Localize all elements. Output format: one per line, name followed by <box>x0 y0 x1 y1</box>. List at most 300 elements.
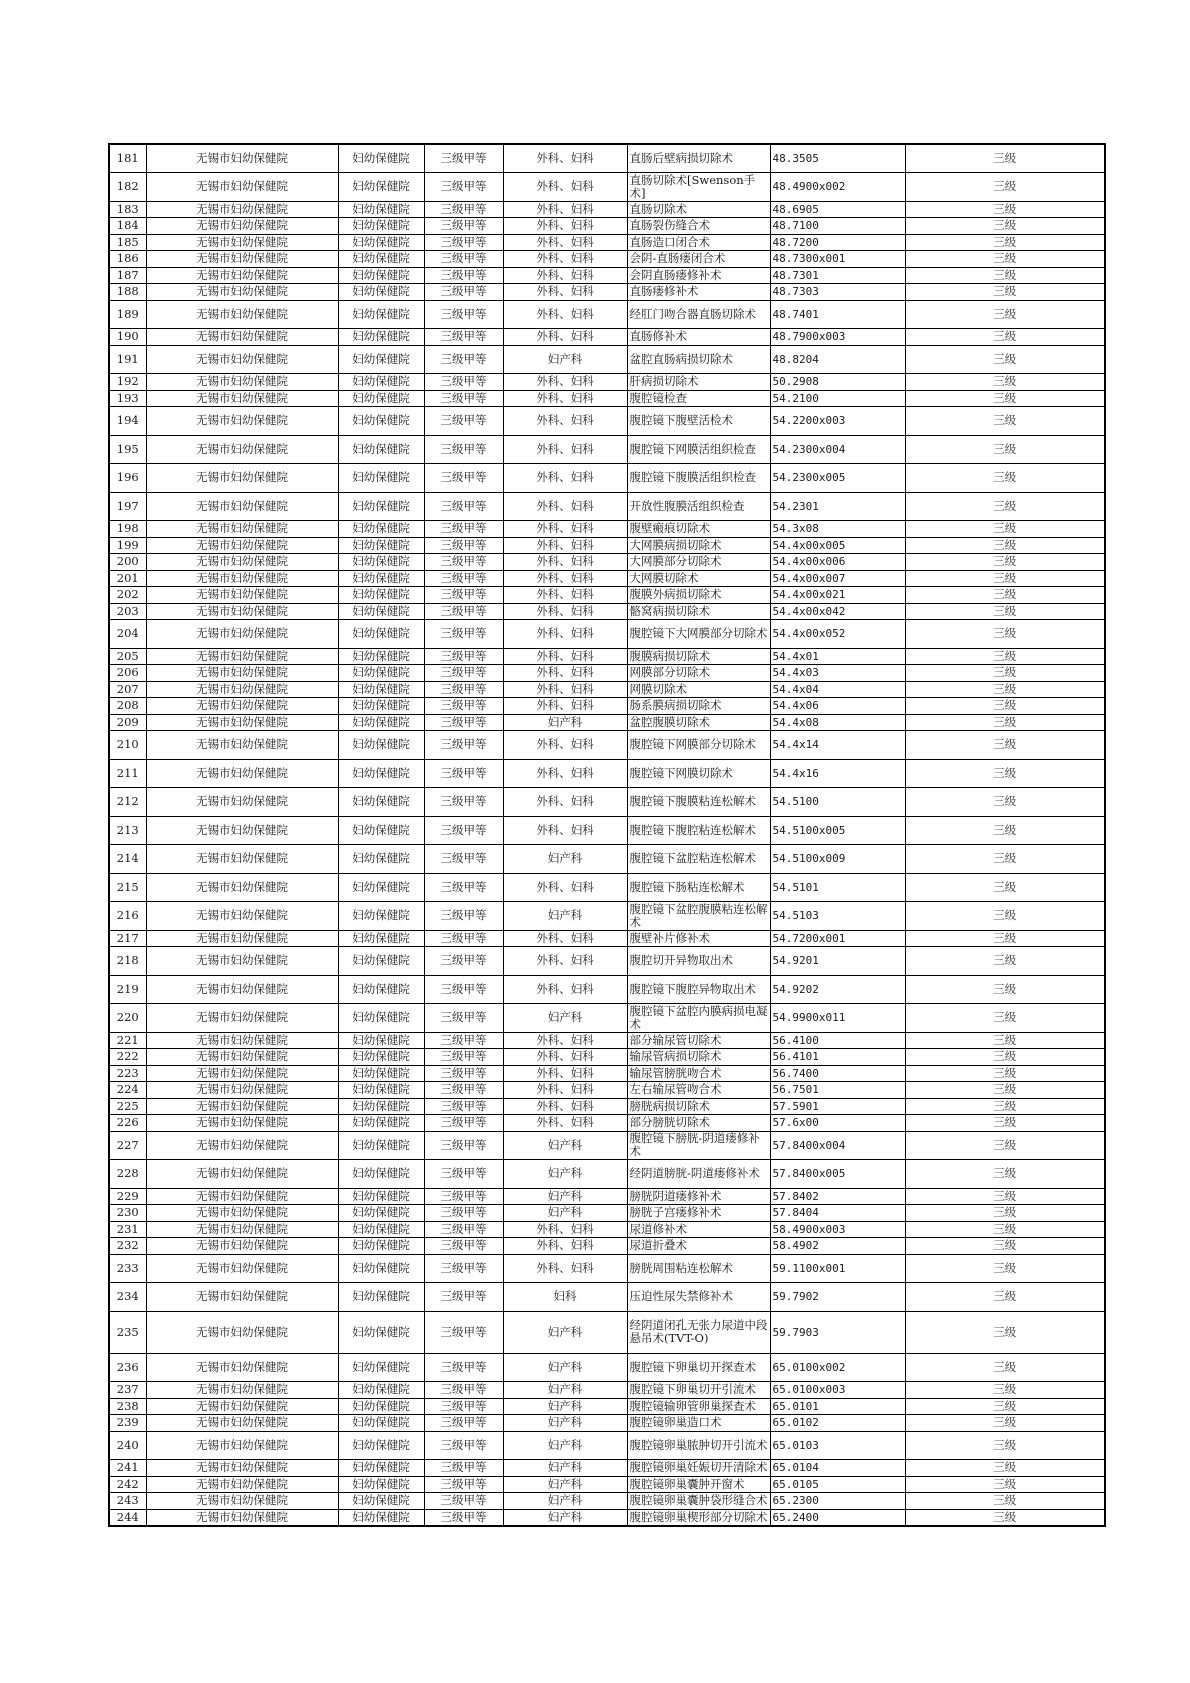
table-row <box>109 930 1105 947</box>
hospital-grade-cell: 三级甲等 <box>424 1311 503 1353</box>
hospital-grade-cell: 三级甲等 <box>424 300 503 329</box>
procedure-name-cell: 腹腔镜检查 <box>627 390 770 407</box>
procedure-code-cell: 65.0102 <box>770 1415 905 1432</box>
row-number-cell: 233 <box>109 1254 146 1283</box>
table-row <box>109 816 1105 845</box>
hospital-grade-cell: 三级甲等 <box>424 1283 503 1312</box>
surgery-level-cell: 三级 <box>905 329 1105 346</box>
hospital-name-cell: 无锡市妇幼保健院 <box>146 1188 338 1205</box>
procedure-name-cell: 膀胱周围粘连松解术 <box>627 1254 770 1283</box>
hospital-type-cell: 妇幼保健院 <box>338 251 424 268</box>
procedure-name-cell: 腹腔镜下腹膜活组织检查 <box>627 464 770 493</box>
department-cell: 外科、妇科 <box>503 234 627 251</box>
procedure-name-cell: 大网膜病损切除术 <box>627 537 770 554</box>
hospital-grade-cell: 三级甲等 <box>424 587 503 604</box>
hospital-name-cell: 无锡市妇幼保健院 <box>146 251 338 268</box>
hospital-type-cell: 妇幼保健院 <box>338 464 424 493</box>
hospital-grade-cell: 三级甲等 <box>424 731 503 760</box>
table-row <box>109 620 1105 649</box>
hospital-name-cell: 无锡市妇幼保健院 <box>146 1004 338 1033</box>
table-row <box>109 603 1105 620</box>
procedure-code-cell: 48.8204 <box>770 345 905 374</box>
surgery-level-cell: 三级 <box>905 1221 1105 1238</box>
hospital-name-cell: 无锡市妇幼保健院 <box>146 1311 338 1353</box>
hospital-type-cell: 妇幼保健院 <box>338 267 424 284</box>
hospital-type-cell: 妇幼保健院 <box>338 144 424 173</box>
hospital-name-cell: 无锡市妇幼保健院 <box>146 731 338 760</box>
procedure-name-cell: 经阴道膀胱-阴道瘘修补术 <box>627 1160 770 1189</box>
procedure-name-cell: 大网膜切除术 <box>627 570 770 587</box>
row-number-cell: 189 <box>109 300 146 329</box>
hospital-type-cell: 妇幼保健院 <box>338 1382 424 1399</box>
procedure-name-cell: 尿道折叠术 <box>627 1238 770 1255</box>
hospital-grade-cell: 三级甲等 <box>424 1415 503 1432</box>
procedure-code-cell: 48.7300x001 <box>770 251 905 268</box>
row-number-cell: 184 <box>109 218 146 235</box>
row-number-cell: 214 <box>109 845 146 874</box>
surgery-level-cell: 三级 <box>905 1415 1105 1432</box>
hospital-type-cell: 妇幼保健院 <box>338 435 424 464</box>
table-row <box>109 300 1105 329</box>
hospital-grade-cell: 三级甲等 <box>424 648 503 665</box>
hospital-name-cell: 无锡市妇幼保健院 <box>146 1160 338 1189</box>
row-number-cell: 238 <box>109 1398 146 1415</box>
hospital-grade-cell: 三级甲等 <box>424 144 503 173</box>
department-cell: 外科、妇科 <box>503 537 627 554</box>
department-cell: 外科、妇科 <box>503 975 627 1004</box>
hospital-name-cell: 无锡市妇幼保健院 <box>146 1049 338 1066</box>
procedure-name-cell: 腹腔镜卵巢妊娠切开清除术 <box>627 1460 770 1477</box>
hospital-grade-cell: 三级甲等 <box>424 374 503 391</box>
table-row <box>109 390 1105 407</box>
department-cell: 外科、妇科 <box>503 620 627 649</box>
department-cell: 外科、妇科 <box>503 648 627 665</box>
department-cell: 外科、妇科 <box>503 1049 627 1066</box>
hospital-name-cell: 无锡市妇幼保健院 <box>146 521 338 538</box>
table-row <box>109 1115 1105 1132</box>
hospital-name-cell: 无锡市妇幼保健院 <box>146 390 338 407</box>
table-row <box>109 1476 1105 1493</box>
table-row <box>109 1082 1105 1099</box>
hospital-type-cell: 妇幼保健院 <box>338 537 424 554</box>
procedure-name-cell: 盆腔直肠病损切除术 <box>627 345 770 374</box>
row-number-cell: 232 <box>109 1238 146 1255</box>
procedure-name-cell: 腹腔镜下盆腔腹膜粘连松解术 <box>627 902 770 931</box>
hospital-grade-cell: 三级甲等 <box>424 284 503 301</box>
row-number-cell: 226 <box>109 1115 146 1132</box>
department-cell: 妇产科 <box>503 1509 627 1526</box>
surgery-level-cell: 三级 <box>905 1082 1105 1099</box>
hospital-type-cell: 妇幼保健院 <box>338 1509 424 1526</box>
table-row <box>109 698 1105 715</box>
hospital-grade-cell: 三级甲等 <box>424 234 503 251</box>
surgery-level-cell: 三级 <box>905 698 1105 715</box>
table-row <box>109 1221 1105 1238</box>
hospital-name-cell: 无锡市妇幼保健院 <box>146 1221 338 1238</box>
procedure-code-cell: 54.4x00x005 <box>770 537 905 554</box>
department-cell: 外科、妇科 <box>503 1082 627 1099</box>
hospital-type-cell: 妇幼保健院 <box>338 1131 424 1160</box>
hospital-name-cell: 无锡市妇幼保健院 <box>146 1476 338 1493</box>
surgery-level-cell: 三级 <box>905 947 1105 976</box>
hospital-grade-cell: 三级甲等 <box>424 492 503 521</box>
table-row <box>109 1431 1105 1460</box>
hospital-name-cell: 无锡市妇幼保健院 <box>146 300 338 329</box>
department-cell: 外科、妇科 <box>503 173 627 202</box>
hospital-name-cell: 无锡市妇幼保健院 <box>146 407 338 436</box>
hospital-grade-cell: 三级甲等 <box>424 816 503 845</box>
hospital-type-cell: 妇幼保健院 <box>338 788 424 817</box>
department-cell: 外科、妇科 <box>503 374 627 391</box>
row-number-cell: 203 <box>109 603 146 620</box>
hospital-grade-cell: 三级甲等 <box>424 1004 503 1033</box>
hospital-name-cell: 无锡市妇幼保健院 <box>146 218 338 235</box>
hospital-name-cell: 无锡市妇幼保健院 <box>146 1065 338 1082</box>
procedure-name-cell: 膀胱子宫瘘修补术 <box>627 1205 770 1222</box>
surgery-level-cell: 三级 <box>905 714 1105 731</box>
table-row <box>109 201 1105 218</box>
hospital-grade-cell: 三级甲等 <box>424 1382 503 1399</box>
hospital-type-cell: 妇幼保健院 <box>338 902 424 931</box>
procedure-name-cell: 大网膜部分切除术 <box>627 554 770 571</box>
surgery-level-cell: 三级 <box>905 759 1105 788</box>
hospital-name-cell: 无锡市妇幼保健院 <box>146 845 338 874</box>
table-row <box>109 374 1105 391</box>
table-row <box>109 345 1105 374</box>
hospital-type-cell: 妇幼保健院 <box>338 620 424 649</box>
procedure-code-cell: 57.8402 <box>770 1188 905 1205</box>
procedure-code-cell: 54.2200x003 <box>770 407 905 436</box>
procedure-code-cell: 57.8400x004 <box>770 1131 905 1160</box>
table-row <box>109 1098 1105 1115</box>
row-number-cell: 216 <box>109 902 146 931</box>
surgery-level-cell: 三级 <box>905 1188 1105 1205</box>
surgery-level-cell: 三级 <box>905 1160 1105 1189</box>
procedure-code-cell: 54.4x03 <box>770 665 905 682</box>
department-cell: 外科、妇科 <box>503 300 627 329</box>
hospital-name-cell: 无锡市妇幼保健院 <box>146 144 338 173</box>
procedure-name-cell: 腹腔镜卵巢脓肿切开引流术 <box>627 1431 770 1460</box>
hospital-type-cell: 妇幼保健院 <box>338 1188 424 1205</box>
hospital-grade-cell: 三级甲等 <box>424 1221 503 1238</box>
hospital-name-cell: 无锡市妇幼保健院 <box>146 930 338 947</box>
procedure-code-cell: 48.7303 <box>770 284 905 301</box>
procedure-name-cell: 腹腔镜输卵管卵巢探查术 <box>627 1398 770 1415</box>
hospital-type-cell: 妇幼保健院 <box>338 173 424 202</box>
row-number-cell: 183 <box>109 201 146 218</box>
procedure-name-cell: 腹腔镜卵巢囊肿开窗术 <box>627 1476 770 1493</box>
row-number-cell: 242 <box>109 1476 146 1493</box>
hospital-grade-cell: 三级甲等 <box>424 173 503 202</box>
row-number-cell: 219 <box>109 975 146 1004</box>
hospital-type-cell: 妇幼保健院 <box>338 1311 424 1353</box>
hospital-name-cell: 无锡市妇幼保健院 <box>146 201 338 218</box>
hospital-grade-cell: 三级甲等 <box>424 345 503 374</box>
hospital-grade-cell: 三级甲等 <box>424 329 503 346</box>
procedure-code-cell: 50.2908 <box>770 374 905 391</box>
table-row <box>109 1509 1105 1526</box>
procedure-code-cell: 54.4x00x052 <box>770 620 905 649</box>
hospital-grade-cell: 三级甲等 <box>424 1205 503 1222</box>
table-row <box>109 1238 1105 1255</box>
procedure-code-cell: 59.7903 <box>770 1311 905 1353</box>
hospital-type-cell: 妇幼保健院 <box>338 845 424 874</box>
hospital-name-cell: 无锡市妇幼保健院 <box>146 648 338 665</box>
hospital-grade-cell: 三级甲等 <box>424 845 503 874</box>
table-row <box>109 975 1105 1004</box>
row-number-cell: 218 <box>109 947 146 976</box>
department-cell: 妇产科 <box>503 1398 627 1415</box>
procedure-code-cell: 65.0105 <box>770 1476 905 1493</box>
procedure-name-cell: 腹腔镜卵巢楔形部分切除术 <box>627 1509 770 1526</box>
surgery-level-cell: 三级 <box>905 300 1105 329</box>
procedure-code-cell: 54.2300x004 <box>770 435 905 464</box>
row-number-cell: 182 <box>109 173 146 202</box>
row-number-cell: 215 <box>109 873 146 902</box>
department-cell: 外科、妇科 <box>503 435 627 464</box>
department-cell: 妇产科 <box>503 345 627 374</box>
hospital-type-cell: 妇幼保健院 <box>338 1205 424 1222</box>
procedure-name-cell: 直肠修补术 <box>627 329 770 346</box>
hospital-type-cell: 妇幼保健院 <box>338 1221 424 1238</box>
procedure-name-cell: 压迫性尿失禁修补术 <box>627 1283 770 1312</box>
procedure-name-cell: 腹腔镜下卵巢切开探查术 <box>627 1353 770 1382</box>
hospital-name-cell: 无锡市妇幼保健院 <box>146 816 338 845</box>
surgery-level-cell: 三级 <box>905 902 1105 931</box>
table-row <box>109 1131 1105 1160</box>
procedure-name-cell: 直肠造口闭合术 <box>627 234 770 251</box>
table-row <box>109 1415 1105 1432</box>
department-cell: 妇产科 <box>503 1004 627 1033</box>
surgery-level-cell: 三级 <box>905 267 1105 284</box>
procedure-name-cell: 腹腔镜下网膜切除术 <box>627 759 770 788</box>
department-cell: 妇产科 <box>503 845 627 874</box>
department-cell: 妇科 <box>503 1283 627 1312</box>
hospital-name-cell: 无锡市妇幼保健院 <box>146 1032 338 1049</box>
surgery-level-cell: 三级 <box>905 390 1105 407</box>
row-number-cell: 217 <box>109 930 146 947</box>
row-number-cell: 210 <box>109 731 146 760</box>
department-cell: 外科、妇科 <box>503 788 627 817</box>
hospital-name-cell: 无锡市妇幼保健院 <box>146 1460 338 1477</box>
table-row <box>109 1311 1105 1353</box>
hospital-grade-cell: 三级甲等 <box>424 1493 503 1510</box>
procedure-code-cell: 65.0104 <box>770 1460 905 1477</box>
hospital-type-cell: 妇幼保健院 <box>338 731 424 760</box>
procedure-name-cell: 腹腔镜下腹膜粘连松解术 <box>627 788 770 817</box>
procedure-code-cell: 65.0100x002 <box>770 1353 905 1382</box>
hospital-name-cell: 无锡市妇幼保健院 <box>146 759 338 788</box>
procedure-name-cell: 腹腔镜卵巢造口术 <box>627 1415 770 1432</box>
row-number-cell: 198 <box>109 521 146 538</box>
table-row <box>109 464 1105 493</box>
department-cell: 妇产科 <box>503 714 627 731</box>
surgery-level-cell: 三级 <box>905 648 1105 665</box>
hospital-name-cell: 无锡市妇幼保健院 <box>146 1353 338 1382</box>
row-number-cell: 224 <box>109 1082 146 1099</box>
hospital-name-cell: 无锡市妇幼保健院 <box>146 464 338 493</box>
procedure-name-cell: 腹腔镜下大网膜部分切除术 <box>627 620 770 649</box>
surgery-level-cell: 三级 <box>905 845 1105 874</box>
hospital-type-cell: 妇幼保健院 <box>338 648 424 665</box>
hospital-grade-cell: 三级甲等 <box>424 1160 503 1189</box>
surgery-level-cell: 三级 <box>905 731 1105 760</box>
hospital-grade-cell: 三级甲等 <box>424 435 503 464</box>
hospital-name-cell: 无锡市妇幼保健院 <box>146 1509 338 1526</box>
table-row <box>109 1254 1105 1283</box>
table-row <box>109 435 1105 464</box>
procedure-name-cell: 直肠裂伤缝合术 <box>627 218 770 235</box>
row-number-cell: 205 <box>109 648 146 665</box>
surgery-level-cell: 三级 <box>905 1311 1105 1353</box>
hospital-type-cell: 妇幼保健院 <box>338 1238 424 1255</box>
row-number-cell: 227 <box>109 1131 146 1160</box>
department-cell: 外科、妇科 <box>503 698 627 715</box>
hospital-grade-cell: 三级甲等 <box>424 521 503 538</box>
procedure-code-cell: 54.3x08 <box>770 521 905 538</box>
department-cell: 外科、妇科 <box>503 251 627 268</box>
row-number-cell: 188 <box>109 284 146 301</box>
procedure-code-cell: 48.7100 <box>770 218 905 235</box>
procedure-name-cell: 肝病损切除术 <box>627 374 770 391</box>
procedure-code-cell: 57.8404 <box>770 1205 905 1222</box>
row-number-cell: 240 <box>109 1431 146 1460</box>
department-cell: 外科、妇科 <box>503 1032 627 1049</box>
row-number-cell: 199 <box>109 537 146 554</box>
surgery-level-cell: 三级 <box>905 816 1105 845</box>
surgery-level-cell: 三级 <box>905 407 1105 436</box>
hospital-grade-cell: 三级甲等 <box>424 1131 503 1160</box>
hospital-type-cell: 妇幼保健院 <box>338 930 424 947</box>
department-cell: 外科、妇科 <box>503 1254 627 1283</box>
table-row <box>109 1004 1105 1033</box>
procedure-table <box>108 143 1106 1527</box>
procedure-code-cell: 65.0101 <box>770 1398 905 1415</box>
surgery-level-cell: 三级 <box>905 1476 1105 1493</box>
procedure-name-cell: 腹腔切开异物取出术 <box>627 947 770 976</box>
procedure-code-cell: 58.4902 <box>770 1238 905 1255</box>
surgery-level-cell: 三级 <box>905 1509 1105 1526</box>
department-cell: 外科、妇科 <box>503 570 627 587</box>
row-number-cell: 243 <box>109 1493 146 1510</box>
row-number-cell: 185 <box>109 234 146 251</box>
procedure-code-cell: 54.7200x001 <box>770 930 905 947</box>
row-number-cell: 190 <box>109 329 146 346</box>
procedure-name-cell: 腹腔镜下膀胱-阴道瘘修补术 <box>627 1131 770 1160</box>
procedure-code-cell: 57.8400x005 <box>770 1160 905 1189</box>
row-number-cell: 181 <box>109 144 146 173</box>
hospital-type-cell: 妇幼保健院 <box>338 201 424 218</box>
table-row <box>109 845 1105 874</box>
department-cell: 妇产科 <box>503 1353 627 1382</box>
row-number-cell: 235 <box>109 1311 146 1353</box>
row-number-cell: 239 <box>109 1415 146 1432</box>
procedure-name-cell: 尿道修补术 <box>627 1221 770 1238</box>
row-number-cell: 196 <box>109 464 146 493</box>
department-cell: 妇产科 <box>503 902 627 931</box>
surgery-level-cell: 三级 <box>905 1398 1105 1415</box>
department-cell: 外科、妇科 <box>503 1065 627 1082</box>
department-cell: 外科、妇科 <box>503 1115 627 1132</box>
table-row <box>109 1032 1105 1049</box>
table-row <box>109 1493 1105 1510</box>
surgery-level-cell: 三级 <box>905 873 1105 902</box>
hospital-grade-cell: 三级甲等 <box>424 947 503 976</box>
table-row <box>109 947 1105 976</box>
procedure-code-cell: 54.9202 <box>770 975 905 1004</box>
hospital-name-cell: 无锡市妇幼保健院 <box>146 1238 338 1255</box>
surgery-level-cell: 三级 <box>905 201 1105 218</box>
hospital-type-cell: 妇幼保健院 <box>338 390 424 407</box>
row-number-cell: 231 <box>109 1221 146 1238</box>
row-number-cell: 220 <box>109 1004 146 1033</box>
procedure-name-cell: 部分膀胱切除术 <box>627 1115 770 1132</box>
hospital-grade-cell: 三级甲等 <box>424 714 503 731</box>
row-number-cell: 197 <box>109 492 146 521</box>
procedure-code-cell: 48.3505 <box>770 144 905 173</box>
department-cell: 外科、妇科 <box>503 284 627 301</box>
row-number-cell: 228 <box>109 1160 146 1189</box>
surgery-level-cell: 三级 <box>905 374 1105 391</box>
procedure-name-cell: 部分输尿管切除术 <box>627 1032 770 1049</box>
surgery-level-cell: 三级 <box>905 570 1105 587</box>
hospital-type-cell: 妇幼保健院 <box>338 374 424 391</box>
row-number-cell: 212 <box>109 788 146 817</box>
hospital-name-cell: 无锡市妇幼保健院 <box>146 374 338 391</box>
procedure-code-cell: 56.4100 <box>770 1032 905 1049</box>
hospital-type-cell: 妇幼保健院 <box>338 345 424 374</box>
procedure-name-cell: 左右输尿管吻合术 <box>627 1082 770 1099</box>
procedure-code-cell: 54.5103 <box>770 902 905 931</box>
table-row <box>109 681 1105 698</box>
hospital-grade-cell: 三级甲等 <box>424 603 503 620</box>
procedure-code-cell: 56.4101 <box>770 1049 905 1066</box>
procedure-code-cell: 59.7902 <box>770 1283 905 1312</box>
row-number-cell: 208 <box>109 698 146 715</box>
department-cell: 外科、妇科 <box>503 521 627 538</box>
hospital-grade-cell: 三级甲等 <box>424 1398 503 1415</box>
hospital-name-cell: 无锡市妇幼保健院 <box>146 1431 338 1460</box>
hospital-grade-cell: 三级甲等 <box>424 1065 503 1082</box>
table-row <box>109 492 1105 521</box>
table-row <box>109 873 1105 902</box>
department-cell: 妇产科 <box>503 1188 627 1205</box>
department-cell: 外科、妇科 <box>503 1221 627 1238</box>
department-cell: 妇产科 <box>503 1382 627 1399</box>
surgery-level-cell: 三级 <box>905 1353 1105 1382</box>
procedure-name-cell: 直肠瘘修补术 <box>627 284 770 301</box>
procedure-code-cell: 65.0100x003 <box>770 1382 905 1399</box>
procedure-name-cell: 腹腔镜卵巢囊肿袋形缝合术 <box>627 1493 770 1510</box>
procedure-code-cell: 54.4x06 <box>770 698 905 715</box>
hospital-grade-cell: 三级甲等 <box>424 759 503 788</box>
table-row <box>109 788 1105 817</box>
surgery-level-cell: 三级 <box>905 788 1105 817</box>
hospital-grade-cell: 三级甲等 <box>424 665 503 682</box>
hospital-name-cell: 无锡市妇幼保健院 <box>146 435 338 464</box>
hospital-type-cell: 妇幼保健院 <box>338 975 424 1004</box>
procedure-name-cell: 经肛门吻合器直肠切除术 <box>627 300 770 329</box>
hospital-type-cell: 妇幼保健院 <box>338 1004 424 1033</box>
hospital-grade-cell: 三级甲等 <box>424 1353 503 1382</box>
hospital-name-cell: 无锡市妇幼保健院 <box>146 1131 338 1160</box>
hospital-name-cell: 无锡市妇幼保健院 <box>146 1098 338 1115</box>
hospital-type-cell: 妇幼保健院 <box>338 284 424 301</box>
row-number-cell: 230 <box>109 1205 146 1222</box>
procedure-name-cell: 输尿管病损切除术 <box>627 1049 770 1066</box>
surgery-level-cell: 三级 <box>905 218 1105 235</box>
department-cell: 外科、妇科 <box>503 554 627 571</box>
